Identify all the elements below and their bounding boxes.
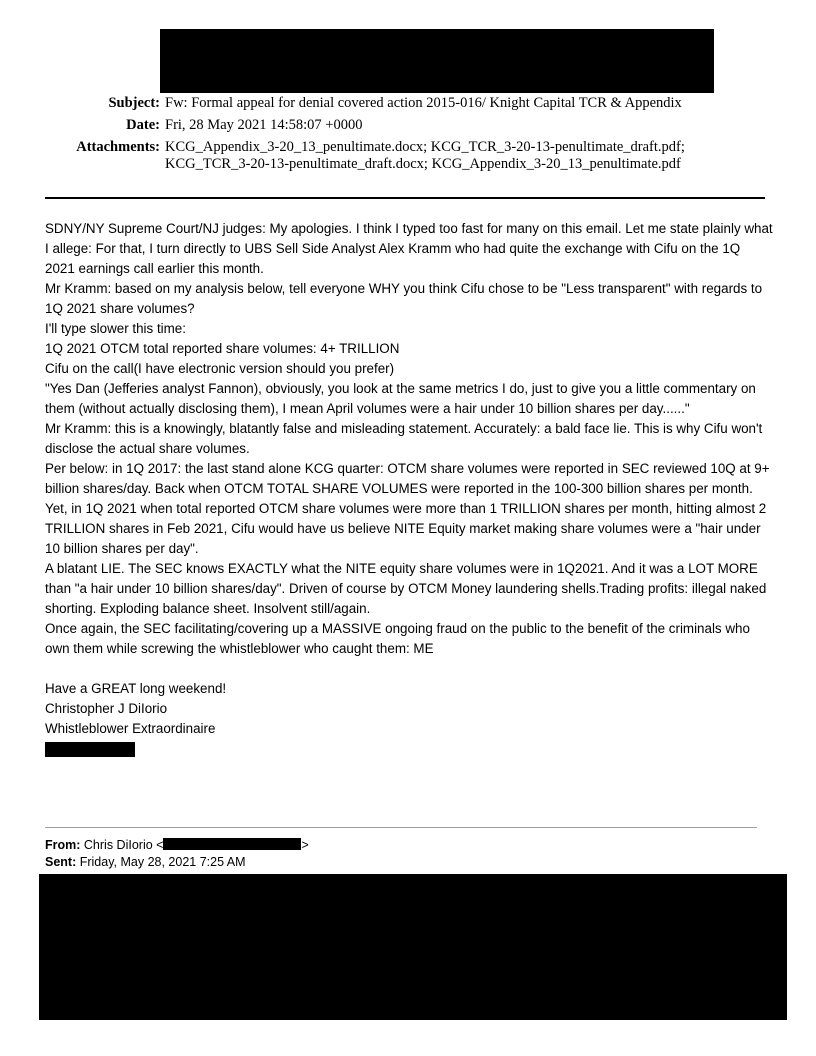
from-row (45, 837, 309, 854)
attachments-label: Attachments: (76, 139, 160, 155)
email-header (40, 95, 780, 178)
body-paragraph: Mr Kramm: this is a knowingly, blatantly false and misleading statement. Accurately: a bald face lie. This is why Cifu won't disclose the actual share volumes. (45, 421, 763, 456)
from-label: From: (45, 838, 81, 852)
email-body (45, 219, 773, 757)
from-name: Chris DiIorio < (83, 838, 164, 852)
forwarded-header (45, 837, 309, 871)
redaction-block-top (160, 29, 714, 93)
sent-row (45, 854, 309, 871)
signature-name: Christopher J DiIorio (45, 701, 168, 716)
body-paragraph: A blatant LIE. The SEC knows EXACTLY what the NITE equity share volumes were in 1Q2021. And it was a LOT MORE than "a hair under 10 billion shares/day". Driven of course by OTCM Money laundering shells.Trading profits: illegal naked shorting. Exploding balance sheet. Insolvent still/again. (45, 561, 767, 616)
date-value: Fri, 28 May 2021 14:58:07 +0000 (165, 117, 363, 133)
forward-divider (45, 827, 757, 828)
body-paragraph: 1Q 2021 OTCM total reported share volumes: 4+ TRILLION (45, 341, 400, 356)
redaction-block-bottom (39, 874, 787, 1020)
attachments-value: KCG_Appendix_3-20_13_penultimate.docx; KCG_TCR_3-20-13-penultimate_draft.pdf; KCG_TCR_3-20-13-penultimate_draft.docx; KCG_Appendix_3-20_13_penultimate.pdf (165, 139, 685, 172)
subject-value: Fw: Formal appeal for denial covered action 2015-016/ Knight Capital TCR & Appendix (165, 95, 682, 111)
body-paragraph: Yet, in 1Q 2021 when total reported OTCM share volumes were more than 1 TRILLION shares per month, hitting almost 2 TRILLION shares in Feb 2021, Cifu would have us believe NITE Equity market making share volumes were a "hair under 10 billion shares per day". (45, 501, 767, 556)
body-paragraph: Once again, the SEC facilitating/covering up a MASSIVE ongoing fraud on the public to the benefit of the criminals who own them while screwing the whistleblower who caught them: ME (45, 621, 750, 656)
body-paragraph: Mr Kramm: based on my analysis below, tell everyone WHY you think Cifu chose to be "Less transparent" with regards to 1Q 2021 share volumes? (45, 281, 763, 316)
subject-row (40, 95, 780, 112)
body-paragraph: SDNY/NY Supreme Court/NJ judges: My apologies. I think I typed too fast for many on this email. Let me state plainly what I allege: For that, I turn directly to UBS Sell Side Analyst Alex Kramm who had quite the exchange with Cifu on the 1Q 2021 earnings call earlier this month. (45, 221, 773, 276)
sent-label: Sent: (45, 855, 77, 869)
subject-label: Subject: (108, 95, 160, 111)
date-label: Date: (126, 117, 160, 133)
body-paragraph: I'll type slower this time: (45, 321, 186, 336)
body-paragraph: Cifu on the call(I have electronic version should you prefer) (45, 361, 395, 376)
spacer (45, 659, 773, 679)
signature-title: Whistleblower Extraordinaire (45, 721, 216, 736)
from-close: > (301, 838, 309, 852)
redaction-block-email (163, 838, 301, 850)
header-divider (45, 197, 765, 199)
closing-line: Have a GREAT long weekend! (45, 681, 227, 696)
redaction-block-signature (45, 742, 135, 757)
sent-value: Friday, May 28, 2021 7:25 AM (79, 855, 246, 869)
date-row (40, 117, 780, 134)
body-paragraph: Per below: in 1Q 2017: the last stand alone KCG quarter: OTCM share volumes were reported in SEC reviewed 10Q at 9+ billion shares/day. Back when OTCM TOTAL SHARE VOLUMES were reported in the 100-300 billion shares per month. (45, 461, 770, 496)
body-paragraph: "Yes Dan (Jefferies analyst Fannon), obviously, you look at the same metrics I do, just to give you a little commentary on them (without actually disclosing them), I mean April volumes were a hair under 10 billion shares per day......" (45, 381, 756, 416)
attachments-row (40, 139, 780, 173)
